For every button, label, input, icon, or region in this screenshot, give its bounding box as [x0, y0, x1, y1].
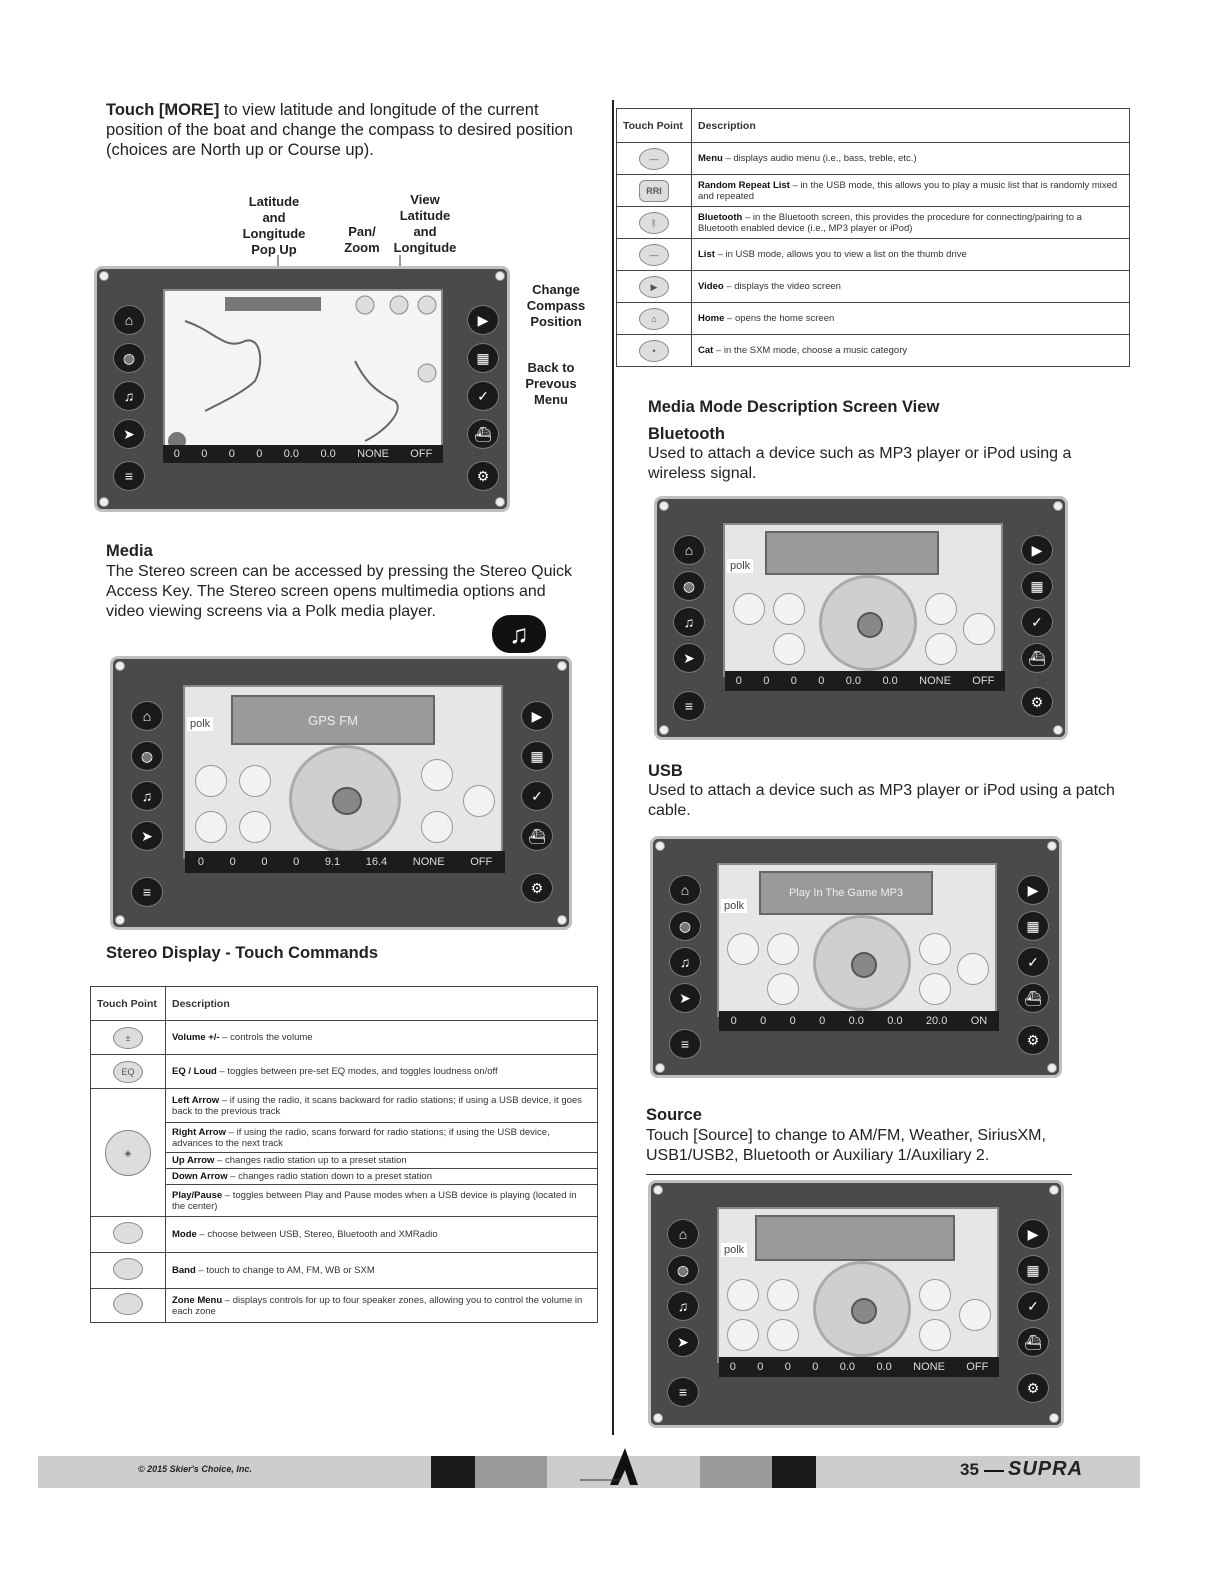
volume-up-button[interactable]: [919, 1279, 951, 1311]
usb-display-device: [650, 836, 1062, 1078]
list-icon: —: [639, 244, 669, 266]
cat-icon: •: [639, 340, 669, 362]
music-icon[interactable]: ♫: [113, 381, 145, 411]
polk-logo: polk: [721, 899, 747, 913]
zone-button[interactable]: [727, 1319, 759, 1351]
directional-pad[interactable]: [813, 915, 911, 1011]
col-touch: Touch Point: [91, 987, 166, 1021]
boat-icon[interactable]: ⛴: [467, 419, 499, 449]
status-off: OFF: [972, 675, 995, 687]
boat-icon[interactable]: ⛴: [521, 821, 553, 851]
directional-pad[interactable]: [813, 1261, 911, 1357]
menu-icon: —: [639, 148, 669, 170]
media-touch-table: Touch Point Description — Menu – displays audio menu (i.e., bass, treble, etc.) RRI Random Repeat List – in the USB mode, this allows you to play a music list that is randomly mixed and repeated ᛒ Bluetooth – in the Bluetooth screen, this provides the procedure for connecting/pairing to a Bluetooth enabled device (i.e., MP3 player or iPod) — List – in USB mode, allows you to view a list on the thumb drive ▶ Video – displays the video screen ⌂ Home – opens the home screen • Cat – in the SXM mode, choose a music category: [616, 108, 1130, 367]
intro-text: to view latitude and longitude of the current position of the boat and change the compass to desired position (choices are North up or Course up).: [106, 101, 573, 159]
band-button[interactable]: [767, 1279, 799, 1311]
mode-icon: [113, 1222, 143, 1244]
globe-icon[interactable]: ◍: [673, 571, 705, 601]
status-freq: 9.1: [324, 856, 341, 868]
music-icon[interactable]: ♫: [669, 947, 701, 977]
video-icon: ▶: [639, 276, 669, 298]
directional-pad[interactable]: [289, 745, 401, 853]
gps-display-device: [94, 266, 510, 512]
settings-icon[interactable]: ⚙: [1021, 687, 1053, 717]
gauge-icon[interactable]: ▦: [1021, 571, 1053, 601]
settings-icon[interactable]: ⚙: [1017, 1373, 1049, 1403]
volume-up-button[interactable]: [925, 593, 957, 625]
status-bar: 0 0 0 0 0.0 0.0 NONE OFF: [719, 1357, 999, 1377]
dpad-icon: ◈: [105, 1130, 151, 1176]
music-icon[interactable]: ♫: [673, 607, 705, 637]
volume-down-button[interactable]: [919, 1319, 951, 1351]
bluetooth-text: Used to attach a device such as MP3 player or iPod using a wireless signal.: [648, 445, 1072, 482]
polk-logo: polk: [727, 559, 753, 573]
home-icon: ⌂: [639, 308, 669, 330]
col-touch: Touch Point: [617, 109, 692, 143]
menu-icon[interactable]: ≡: [131, 877, 163, 907]
bluetooth-heading: Bluetooth: [648, 425, 725, 443]
menu-icon[interactable]: ≡: [669, 1029, 701, 1059]
volume-down-button[interactable]: [421, 811, 453, 843]
eq-icon: EQ: [113, 1061, 143, 1083]
media-mode-heading: Media Mode Description Screen View: [648, 398, 940, 416]
settings-icon[interactable]: ⚙: [467, 461, 499, 491]
intro-paragraph: [106, 100, 586, 160]
status-on: ON: [970, 1015, 988, 1027]
map-screen[interactable]: [163, 289, 443, 463]
home-icon[interactable]: ⌂: [113, 305, 145, 335]
stereo-table-heading: Stereo Display - Touch Commands: [106, 944, 378, 962]
globe-icon[interactable]: ◍: [131, 741, 163, 771]
music-icon[interactable]: ♫: [131, 781, 163, 811]
bluetooth-screen: [723, 523, 1003, 677]
gauge-icon[interactable]: ▦: [521, 741, 553, 771]
blank-button[interactable]: [773, 633, 805, 665]
source-heading: Source: [646, 1106, 702, 1124]
home-icon[interactable]: ⌂: [669, 875, 701, 905]
mode-button[interactable]: [195, 765, 227, 797]
boat-icon[interactable]: ⛴: [1017, 1327, 1049, 1357]
callout-view-lat: View Latitude and Longitude: [393, 192, 457, 255]
band-icon: [113, 1258, 143, 1280]
stereo-screen: [183, 685, 503, 859]
status-vol: 16.4: [365, 856, 388, 868]
bt-lcd: [765, 531, 939, 575]
home-icon[interactable]: ⌂: [673, 535, 705, 565]
intro-bold: Touch [MORE]: [106, 101, 220, 119]
bluetooth-button[interactable]: [733, 593, 765, 625]
volume-down-button[interactable]: [925, 633, 957, 665]
bluetooth-icon: ᛒ: [639, 212, 669, 234]
boat-icon[interactable]: ⛴: [1021, 643, 1053, 673]
column-divider: [612, 100, 614, 1435]
copyright: © 2015 Skier's Choice, Inc.: [138, 1464, 252, 1474]
volume-up-button[interactable]: [421, 759, 453, 791]
zone-button[interactable]: [195, 811, 227, 843]
status-bar: 0 0 0 0 9.1 16.4 NONE OFF: [185, 851, 505, 873]
page-dash: [984, 1470, 1004, 1472]
status-none: NONE: [357, 448, 389, 460]
play-icon[interactable]: ▶: [1017, 875, 1049, 905]
gauge-icon[interactable]: ▦: [1017, 911, 1049, 941]
menu-button[interactable]: [773, 593, 805, 625]
zone-icon: [113, 1293, 143, 1315]
polk-logo: polk: [187, 717, 213, 731]
status-off: OFF: [966, 1361, 989, 1373]
media-text: The Stereo screen can be accessed by pressing the Stereo Quick Access Key. The Stereo screen opens multimedia options and video viewing screens via a Polk media player.: [106, 563, 573, 620]
callout-lat-long: Latitude and Longitude Pop Up: [242, 194, 306, 257]
col-desc: Description: [166, 987, 598, 1021]
checklist-icon[interactable]: ✓: [1021, 607, 1053, 637]
source-rule: [646, 1174, 1072, 1175]
status-none: NONE: [412, 856, 445, 868]
callout-compass: Change Compass Position: [526, 282, 586, 329]
settings-icon[interactable]: ⚙: [521, 873, 553, 903]
checklist-icon[interactable]: ✓: [1017, 1291, 1049, 1321]
menu-button[interactable]: [767, 933, 799, 965]
fish-icon[interactable]: ➤: [113, 419, 145, 449]
blank-button[interactable]: [767, 973, 799, 1005]
checklist-icon[interactable]: ✓: [467, 381, 499, 411]
gauge-icon[interactable]: ▦: [467, 343, 499, 373]
gauge-icon[interactable]: ▦: [1017, 1255, 1049, 1285]
play-icon[interactable]: ▶: [1021, 535, 1053, 565]
status-off: OFF: [410, 448, 433, 460]
globe-icon[interactable]: ◍: [669, 911, 701, 941]
page-number: 35: [960, 1460, 979, 1479]
menu-icon[interactable]: ≡: [667, 1377, 699, 1407]
polk-logo: polk: [721, 1243, 747, 1257]
brand-name: SUPRA: [1008, 1458, 1084, 1480]
volume-down-button[interactable]: [919, 973, 951, 1005]
settings-icon[interactable]: ⚙: [1017, 1025, 1049, 1055]
play-icon[interactable]: ▶: [1017, 1219, 1049, 1249]
eq-button[interactable]: [957, 953, 989, 985]
callout-pan-zoom: Pan/ Zoom: [344, 224, 380, 255]
callout-back: Back to Prevous Menu: [525, 360, 577, 407]
status-bar: 0 0 0 0 0.0 0.0 NONE OFF: [725, 671, 1005, 691]
rri-icon: RRI: [639, 180, 669, 202]
checklist-icon[interactable]: ✓: [1017, 947, 1049, 977]
menu-icon[interactable]: ≡: [673, 691, 705, 721]
play-icon[interactable]: ▶: [521, 701, 553, 731]
fish-icon[interactable]: ➤: [669, 983, 701, 1013]
boat-icon[interactable]: ⛴: [1017, 983, 1049, 1013]
source-selector-panel[interactable]: [755, 1215, 955, 1261]
map-lake-graphic: [165, 291, 441, 461]
usb-screen: [717, 863, 997, 1017]
band-button[interactable]: [239, 765, 271, 797]
fish-icon[interactable]: ➤: [131, 821, 163, 851]
usb-heading: USB: [648, 762, 683, 780]
eq-button[interactable]: [963, 613, 995, 645]
eq-button[interactable]: [463, 785, 495, 817]
checklist-icon[interactable]: ✓: [521, 781, 553, 811]
globe-icon[interactable]: ◍: [113, 343, 145, 373]
status-bar: 0 0 0 0 0.0 0.0 20.0 ON: [719, 1011, 999, 1031]
home-icon[interactable]: ⌂: [667, 1219, 699, 1249]
directional-pad[interactable]: [819, 575, 917, 671]
source-text: Touch [Source] to change to AM/FM, Weather, SiriusXM, USB1/USB2, Bluetooth or Auxiliary 1/Auxiliary 2.: [646, 1127, 1046, 1164]
col-desc: Description: [692, 109, 1130, 143]
status-off: OFF: [470, 856, 493, 868]
stereo-lcd: GPS FM: [231, 695, 435, 745]
status-none: NONE: [919, 675, 951, 687]
home-icon[interactable]: ⌂: [131, 701, 163, 731]
music-icon[interactable]: ♫: [667, 1291, 699, 1321]
play-icon[interactable]: ▶: [467, 305, 499, 335]
eq-button[interactable]: [959, 1299, 991, 1331]
source-display-device: [648, 1180, 1064, 1428]
menu-button[interactable]: [767, 1319, 799, 1351]
status-none: NONE: [913, 1361, 945, 1373]
supra-logo-icon: [580, 1440, 660, 1490]
stereo-display-device: [110, 656, 572, 930]
bluetooth-display-device: [654, 496, 1068, 740]
globe-icon[interactable]: ◍: [667, 1255, 699, 1285]
usb-lcd: Play In The Game MP3: [759, 871, 933, 915]
fish-icon[interactable]: ➤: [667, 1327, 699, 1357]
menu-icon[interactable]: ≡: [113, 461, 145, 491]
usb-text: Used to attach a device such as MP3 player or iPod using a patch cable.: [648, 782, 1115, 819]
volume-up-button[interactable]: [919, 933, 951, 965]
fish-icon[interactable]: ➤: [673, 643, 705, 673]
stereo-commands-table: Touch Point Description ± Volume +/- – controls the volume EQ EQ / Loud – toggles between pre-set EQ modes, and toggles loudness on/off ◈ Left Arrow – if using the radio, it scans backward for radio stations; if using a USB device, it goes back to the previous track Right Arrow – if using the radio, scans forward for radio stations; if using the USB device, advances to the next track Up Arrow – changes radio station up to a preset station Down Arrow – changes radio station down to a preset station Play/Pause – toggles between Play and Pause modes when a USB device is playing (located in the center) Mode – choose between USB, Stereo, Bluetooth and XMRadio Band – touch to change to AM, FM, WB or SXM Zone Menu – displays controls for up to four speaker zones, allowing you to control the volume in each zone: [90, 986, 598, 1323]
mode-button[interactable]: [727, 1279, 759, 1311]
status-bar: 0 0 0 0 0.0 0.0 NONE OFF: [163, 445, 443, 463]
menu-button[interactable]: [239, 811, 271, 843]
media-heading: Media: [106, 542, 153, 560]
volume-icon: ±: [113, 1027, 143, 1049]
back-button[interactable]: [727, 933, 759, 965]
music-note-icon: ♫: [492, 615, 546, 653]
source-screen: [717, 1207, 999, 1363]
